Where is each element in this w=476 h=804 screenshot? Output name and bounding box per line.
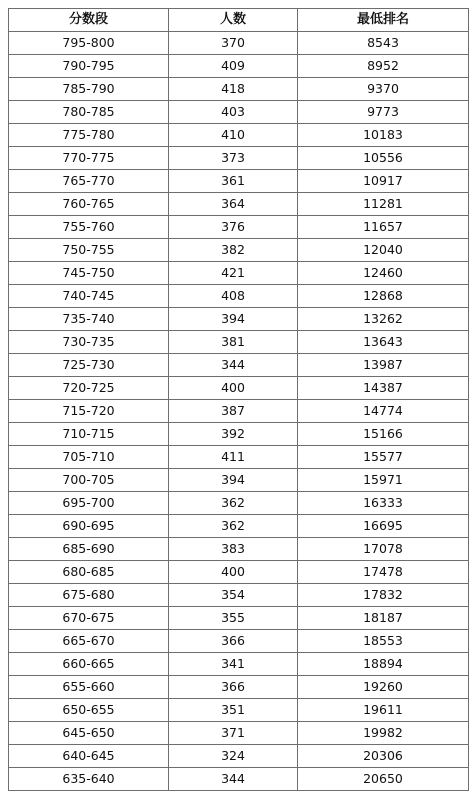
table-row <box>9 515 469 538</box>
cell-score-range: 700-705 <box>9 469 169 492</box>
cell-count: 361 <box>169 170 298 193</box>
table-row <box>9 538 469 561</box>
table-row <box>9 492 469 515</box>
table-row <box>9 354 469 377</box>
table-row <box>9 32 469 55</box>
cell-lowest-rank: 12868 <box>298 285 469 308</box>
cell-lowest-rank: 8952 <box>298 55 469 78</box>
table-row <box>9 239 469 262</box>
cell-lowest-rank: 18187 <box>298 607 469 630</box>
cell-score-range: 715-720 <box>9 400 169 423</box>
cell-score-range: 785-790 <box>9 78 169 101</box>
cell-score-range: 695-700 <box>9 492 169 515</box>
table-row <box>9 676 469 699</box>
cell-score-range: 705-710 <box>9 446 169 469</box>
table-row <box>9 285 469 308</box>
table-row <box>9 193 469 216</box>
cell-score-range: 650-655 <box>9 699 169 722</box>
header-score-range: 分数段 <box>9 9 169 32</box>
cell-count: 394 <box>169 469 298 492</box>
table-header-row <box>9 9 469 32</box>
cell-score-range: 780-785 <box>9 101 169 124</box>
cell-score-range: 765-770 <box>9 170 169 193</box>
cell-score-range: 760-765 <box>9 193 169 216</box>
cell-score-range: 755-760 <box>9 216 169 239</box>
table-row <box>9 400 469 423</box>
cell-count: 382 <box>169 239 298 262</box>
score-rank-table <box>8 8 469 791</box>
cell-lowest-rank: 17078 <box>298 538 469 561</box>
cell-count: 341 <box>169 653 298 676</box>
table-row <box>9 561 469 584</box>
cell-count: 411 <box>169 446 298 469</box>
cell-lowest-rank: 13987 <box>298 354 469 377</box>
cell-score-range: 655-660 <box>9 676 169 699</box>
table-row <box>9 699 469 722</box>
cell-lowest-rank: 10183 <box>298 124 469 147</box>
cell-score-range: 740-745 <box>9 285 169 308</box>
cell-lowest-rank: 9773 <box>298 101 469 124</box>
cell-count: 387 <box>169 400 298 423</box>
cell-count: 344 <box>169 354 298 377</box>
cell-score-range: 690-695 <box>9 515 169 538</box>
cell-score-range: 790-795 <box>9 55 169 78</box>
cell-score-range: 670-675 <box>9 607 169 630</box>
cell-score-range: 640-645 <box>9 745 169 768</box>
cell-count: 362 <box>169 515 298 538</box>
cell-count: 403 <box>169 101 298 124</box>
cell-count: 355 <box>169 607 298 630</box>
cell-count: 366 <box>169 630 298 653</box>
table-row <box>9 584 469 607</box>
cell-score-range: 775-780 <box>9 124 169 147</box>
cell-score-range: 660-665 <box>9 653 169 676</box>
cell-lowest-rank: 13262 <box>298 308 469 331</box>
table-row <box>9 55 469 78</box>
cell-count: 364 <box>169 193 298 216</box>
cell-score-range: 645-650 <box>9 722 169 745</box>
cell-count: 371 <box>169 722 298 745</box>
cell-lowest-rank: 12460 <box>298 262 469 285</box>
table-row <box>9 308 469 331</box>
cell-score-range: 635-640 <box>9 768 169 791</box>
table-row <box>9 469 469 492</box>
cell-count: 394 <box>169 308 298 331</box>
cell-lowest-rank: 11281 <box>298 193 469 216</box>
table-row <box>9 423 469 446</box>
table-row <box>9 446 469 469</box>
cell-score-range: 770-775 <box>9 147 169 170</box>
cell-lowest-rank: 15971 <box>298 469 469 492</box>
cell-count: 409 <box>169 55 298 78</box>
cell-score-range: 665-670 <box>9 630 169 653</box>
cell-count: 392 <box>169 423 298 446</box>
cell-lowest-rank: 10917 <box>298 170 469 193</box>
cell-count: 354 <box>169 584 298 607</box>
cell-lowest-rank: 8543 <box>298 32 469 55</box>
cell-lowest-rank: 20306 <box>298 745 469 768</box>
table-row <box>9 147 469 170</box>
table-row <box>9 216 469 239</box>
cell-lowest-rank: 13643 <box>298 331 469 354</box>
cell-score-range: 685-690 <box>9 538 169 561</box>
table-row <box>9 377 469 400</box>
cell-count: 408 <box>169 285 298 308</box>
cell-lowest-rank: 17832 <box>298 584 469 607</box>
cell-lowest-rank: 18894 <box>298 653 469 676</box>
cell-lowest-rank: 20650 <box>298 768 469 791</box>
cell-count: 362 <box>169 492 298 515</box>
cell-score-range: 750-755 <box>9 239 169 262</box>
cell-lowest-rank: 14387 <box>298 377 469 400</box>
cell-lowest-rank: 19982 <box>298 722 469 745</box>
cell-count: 370 <box>169 32 298 55</box>
cell-lowest-rank: 17478 <box>298 561 469 584</box>
table-row <box>9 653 469 676</box>
cell-score-range: 710-715 <box>9 423 169 446</box>
table-row <box>9 745 469 768</box>
cell-lowest-rank: 9370 <box>298 78 469 101</box>
table-row <box>9 170 469 193</box>
cell-score-range: 720-725 <box>9 377 169 400</box>
cell-count: 351 <box>169 699 298 722</box>
cell-lowest-rank: 10556 <box>298 147 469 170</box>
table-row <box>9 630 469 653</box>
cell-count: 418 <box>169 78 298 101</box>
cell-count: 366 <box>169 676 298 699</box>
cell-count: 381 <box>169 331 298 354</box>
cell-lowest-rank: 15577 <box>298 446 469 469</box>
header-count: 人数 <box>169 9 298 32</box>
cell-lowest-rank: 15166 <box>298 423 469 446</box>
cell-lowest-rank: 19611 <box>298 699 469 722</box>
cell-score-range: 795-800 <box>9 32 169 55</box>
cell-lowest-rank: 16333 <box>298 492 469 515</box>
table-row <box>9 722 469 745</box>
table-row <box>9 607 469 630</box>
cell-count: 344 <box>169 768 298 791</box>
cell-count: 410 <box>169 124 298 147</box>
table-body <box>9 32 469 791</box>
table-row <box>9 78 469 101</box>
cell-score-range: 680-685 <box>9 561 169 584</box>
cell-score-range: 675-680 <box>9 584 169 607</box>
header-lowest-rank: 最低排名 <box>298 9 469 32</box>
table-row <box>9 331 469 354</box>
table-row <box>9 262 469 285</box>
table-row <box>9 768 469 791</box>
cell-count: 376 <box>169 216 298 239</box>
cell-score-range: 735-740 <box>9 308 169 331</box>
cell-lowest-rank: 12040 <box>298 239 469 262</box>
table-row <box>9 124 469 147</box>
cell-lowest-rank: 11657 <box>298 216 469 239</box>
cell-count: 324 <box>169 745 298 768</box>
cell-count: 373 <box>169 147 298 170</box>
cell-score-range: 730-735 <box>9 331 169 354</box>
cell-lowest-rank: 16695 <box>298 515 469 538</box>
cell-lowest-rank: 19260 <box>298 676 469 699</box>
cell-lowest-rank: 14774 <box>298 400 469 423</box>
cell-lowest-rank: 18553 <box>298 630 469 653</box>
cell-count: 421 <box>169 262 298 285</box>
cell-score-range: 745-750 <box>9 262 169 285</box>
cell-count: 400 <box>169 561 298 584</box>
cell-score-range: 725-730 <box>9 354 169 377</box>
table-row <box>9 101 469 124</box>
cell-count: 400 <box>169 377 298 400</box>
cell-count: 383 <box>169 538 298 561</box>
